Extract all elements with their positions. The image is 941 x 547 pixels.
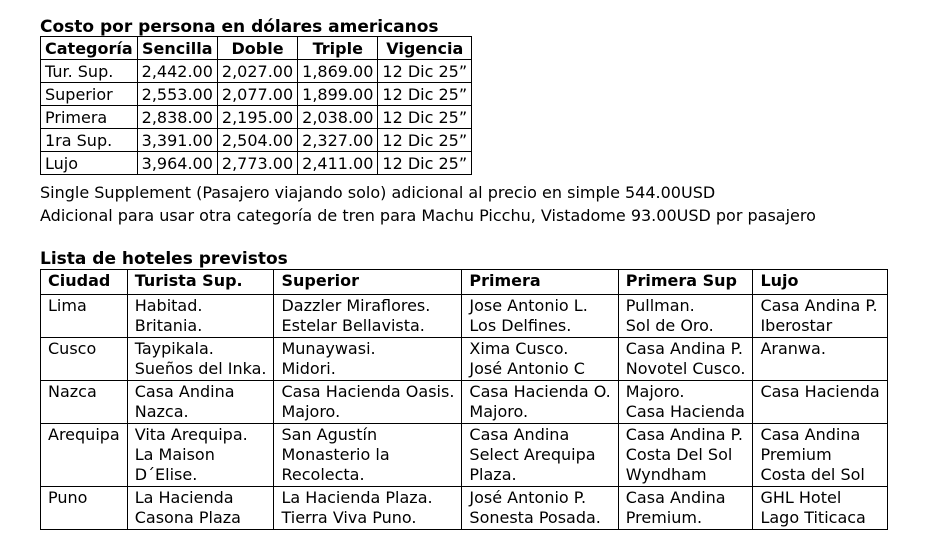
hotel-line: Premium	[760, 445, 832, 464]
hotel-cell	[618, 381, 753, 424]
city-cell	[41, 487, 128, 530]
hotel-line: Casa Andina P.	[625, 425, 743, 444]
prices-row	[41, 106, 472, 129]
hotel-line: Casona Plaza	[134, 508, 241, 527]
hotel-line: Sonesta Posada.	[469, 508, 601, 527]
hotel-line: Casa Hacienda	[760, 382, 880, 401]
hotel-cell	[618, 424, 753, 487]
hotel-line: Majoro.	[281, 402, 341, 421]
hotels-row	[41, 381, 888, 424]
hotels-header-cell: Superior	[274, 270, 462, 295]
hotel-cell	[127, 338, 274, 381]
hotel-line: Pullman.	[625, 296, 695, 315]
prices-cell: 1,899.00	[298, 83, 378, 106]
hotel-line: Aranwa.	[760, 339, 826, 358]
hotel-line: Costa Del Sol	[625, 445, 733, 464]
hotel-cell	[462, 424, 618, 487]
prices-cell: 2,027.00	[217, 60, 297, 83]
prices-body	[41, 60, 472, 175]
hotel-line: Puno	[48, 488, 88, 507]
hotel-line: Casa Hacienda Oasis.	[281, 382, 455, 401]
hotels-row	[41, 487, 888, 530]
hotel-line: Costa del Sol	[760, 465, 865, 484]
hotel-line: Select Arequipa	[469, 445, 596, 464]
prices-cell: 3,391.00	[137, 129, 217, 152]
hotel-cell	[753, 295, 887, 338]
hotel-cell	[127, 424, 274, 487]
hotel-line: La Hacienda	[134, 488, 234, 507]
hotels-table	[40, 269, 888, 530]
hotel-line: Estelar Bellavista.	[281, 316, 425, 335]
hotel-line: Casa Andina P.	[625, 339, 743, 358]
hotel-line: Nazca.	[134, 402, 189, 421]
prices-cell: 2,838.00	[137, 106, 217, 129]
prices-cell: 12 Dic 25”	[378, 129, 472, 152]
hotel-line: Lago Titicaca	[760, 508, 866, 527]
prices-cell: 2,553.00	[137, 83, 217, 106]
prices-cell: Primera	[41, 106, 138, 129]
hotels-header-row	[41, 270, 888, 295]
hotel-cell	[274, 295, 462, 338]
hotel-line: La Hacienda Plaza.	[281, 488, 433, 507]
prices-cell: Lujo	[41, 152, 138, 175]
hotel-line: Sueños del Inka.	[134, 359, 267, 378]
hotel-line: Xima Cusco.	[469, 339, 569, 358]
prices-title: Costo por persona en dólares americanos	[40, 17, 439, 37]
hotel-line: Lima	[48, 296, 87, 315]
hotel-line: Los Delfines.	[469, 316, 572, 335]
hotel-cell	[274, 424, 462, 487]
hotel-line: San Agustín	[281, 425, 378, 444]
prices-cell: 2,195.00	[217, 106, 297, 129]
hotel-line: Jose Antonio L.	[469, 296, 588, 315]
hotels-row	[41, 338, 888, 381]
hotels-header-cell: Ciudad	[41, 270, 128, 295]
hotel-cell	[462, 487, 618, 530]
prices-row	[41, 60, 472, 83]
hotel-line: La Maison	[134, 445, 215, 464]
hotel-cell	[274, 381, 462, 424]
prices-header-cell: Doble	[217, 37, 297, 60]
hotel-line: Majoro.	[469, 402, 529, 421]
hotel-cell	[462, 381, 618, 424]
city-cell	[41, 295, 128, 338]
hotel-line: José Antonio C	[469, 359, 585, 378]
prices-header-cell: Vigencia	[378, 37, 472, 60]
hotel-line: Iberostar	[760, 316, 833, 335]
hotel-cell	[127, 381, 274, 424]
prices-header-cell: Triple	[298, 37, 378, 60]
hotels-header-cell: Turista Sup.	[127, 270, 274, 295]
hotel-line: Cusco	[48, 339, 97, 358]
hotel-line: Britania.	[134, 316, 203, 335]
hotel-line: Habitad.	[134, 296, 203, 315]
hotel-line: Taypikala.	[134, 339, 214, 358]
hotels-header-cell: Lujo	[753, 270, 887, 295]
hotels-row	[41, 424, 888, 487]
hotel-line: Premium.	[625, 508, 703, 527]
hotel-line: Dazzler Miraflores.	[281, 296, 431, 315]
hotel-cell	[753, 381, 887, 424]
hotel-line: Casa Andina	[469, 425, 570, 444]
hotel-line: Arequipa	[48, 425, 120, 444]
hotel-line: Munaywasi.	[281, 339, 376, 358]
prices-row	[41, 83, 472, 106]
prices-cell: 12 Dic 25”	[378, 152, 472, 175]
prices-row	[41, 152, 472, 175]
hotel-cell	[462, 295, 618, 338]
hotel-line: Tierra Viva Puno.	[281, 508, 417, 527]
prices-cell: 12 Dic 25”	[378, 60, 472, 83]
hotel-cell	[127, 295, 274, 338]
hotel-line: Novotel Cusco.	[625, 359, 746, 378]
hotel-line: Majoro.	[625, 382, 685, 401]
hotels-body	[41, 295, 888, 530]
city-cell	[41, 381, 128, 424]
hotel-line: Midori.	[281, 359, 336, 378]
prices-cell: 2,773.00	[217, 152, 297, 175]
hotel-cell	[274, 338, 462, 381]
hotel-cell	[127, 487, 274, 530]
prices-cell: 2,038.00	[298, 106, 378, 129]
prices-cell: 2,411.00	[298, 152, 378, 175]
hotel-line: José Antonio P.	[469, 488, 587, 507]
prices-cell: 3,964.00	[137, 152, 217, 175]
hotel-line: Recolecta.	[281, 465, 365, 484]
hotel-line: Monasterio la	[281, 445, 390, 464]
hotel-line: GHL Hotel	[760, 488, 842, 507]
hotel-line: Vita Arequipa.	[134, 425, 248, 444]
single-supplement-note: Single Supplement (Pasajero viajando solo) adicional al precio en simple 544.00USD	[40, 183, 716, 202]
hotel-cell	[753, 424, 887, 487]
prices-row	[41, 129, 472, 152]
hotels-title: Lista de hoteles previstos	[40, 249, 288, 269]
hotel-line: Casa Hacienda O.	[469, 382, 611, 401]
hotel-cell	[618, 338, 753, 381]
prices-cell: 2,077.00	[217, 83, 297, 106]
hotel-line: Casa Hacienda	[625, 402, 745, 421]
hotel-line: Nazca	[48, 382, 97, 401]
hotel-line: Plaza.	[469, 465, 517, 484]
city-cell	[41, 338, 128, 381]
prices-cell: 12 Dic 25”	[378, 83, 472, 106]
hotel-line: D´Elise.	[134, 465, 198, 484]
prices-cell: 2,327.00	[298, 129, 378, 152]
prices-cell: 2,504.00	[217, 129, 297, 152]
prices-cell: Tur. Sup.	[41, 60, 138, 83]
hotel-cell	[462, 338, 618, 381]
prices-cell: 2,442.00	[137, 60, 217, 83]
hotel-line: Wyndham	[625, 465, 707, 484]
hotel-cell	[274, 487, 462, 530]
prices-table	[40, 36, 472, 175]
hotel-line: Casa Andina	[760, 425, 861, 444]
hotel-cell	[618, 295, 753, 338]
hotel-cell	[753, 487, 887, 530]
hotel-line: Casa Andina	[134, 382, 235, 401]
hotel-line: Sol de Oro.	[625, 316, 714, 335]
prices-cell: 1,869.00	[298, 60, 378, 83]
city-cell	[41, 424, 128, 487]
prices-cell: Superior	[41, 83, 138, 106]
hotels-header-cell: Primera Sup	[618, 270, 753, 295]
prices-header-row	[41, 37, 472, 60]
hotels-header-cell: Primera	[462, 270, 618, 295]
prices-cell: 1ra Sup.	[41, 129, 138, 152]
train-upgrade-note: Adicional para usar otra categoría de tren para Machu Picchu, Vistadome 93.00USD por pasajero	[40, 206, 816, 225]
prices-cell: 12 Dic 25”	[378, 106, 472, 129]
hotel-line: Casa Andina P.	[760, 296, 878, 315]
hotel-line: Casa Andina	[625, 488, 726, 507]
prices-header-cell: Categoría	[41, 37, 138, 60]
hotels-row	[41, 295, 888, 338]
prices-header-cell: Sencilla	[137, 37, 217, 60]
hotel-cell	[618, 487, 753, 530]
hotel-cell	[753, 338, 887, 381]
